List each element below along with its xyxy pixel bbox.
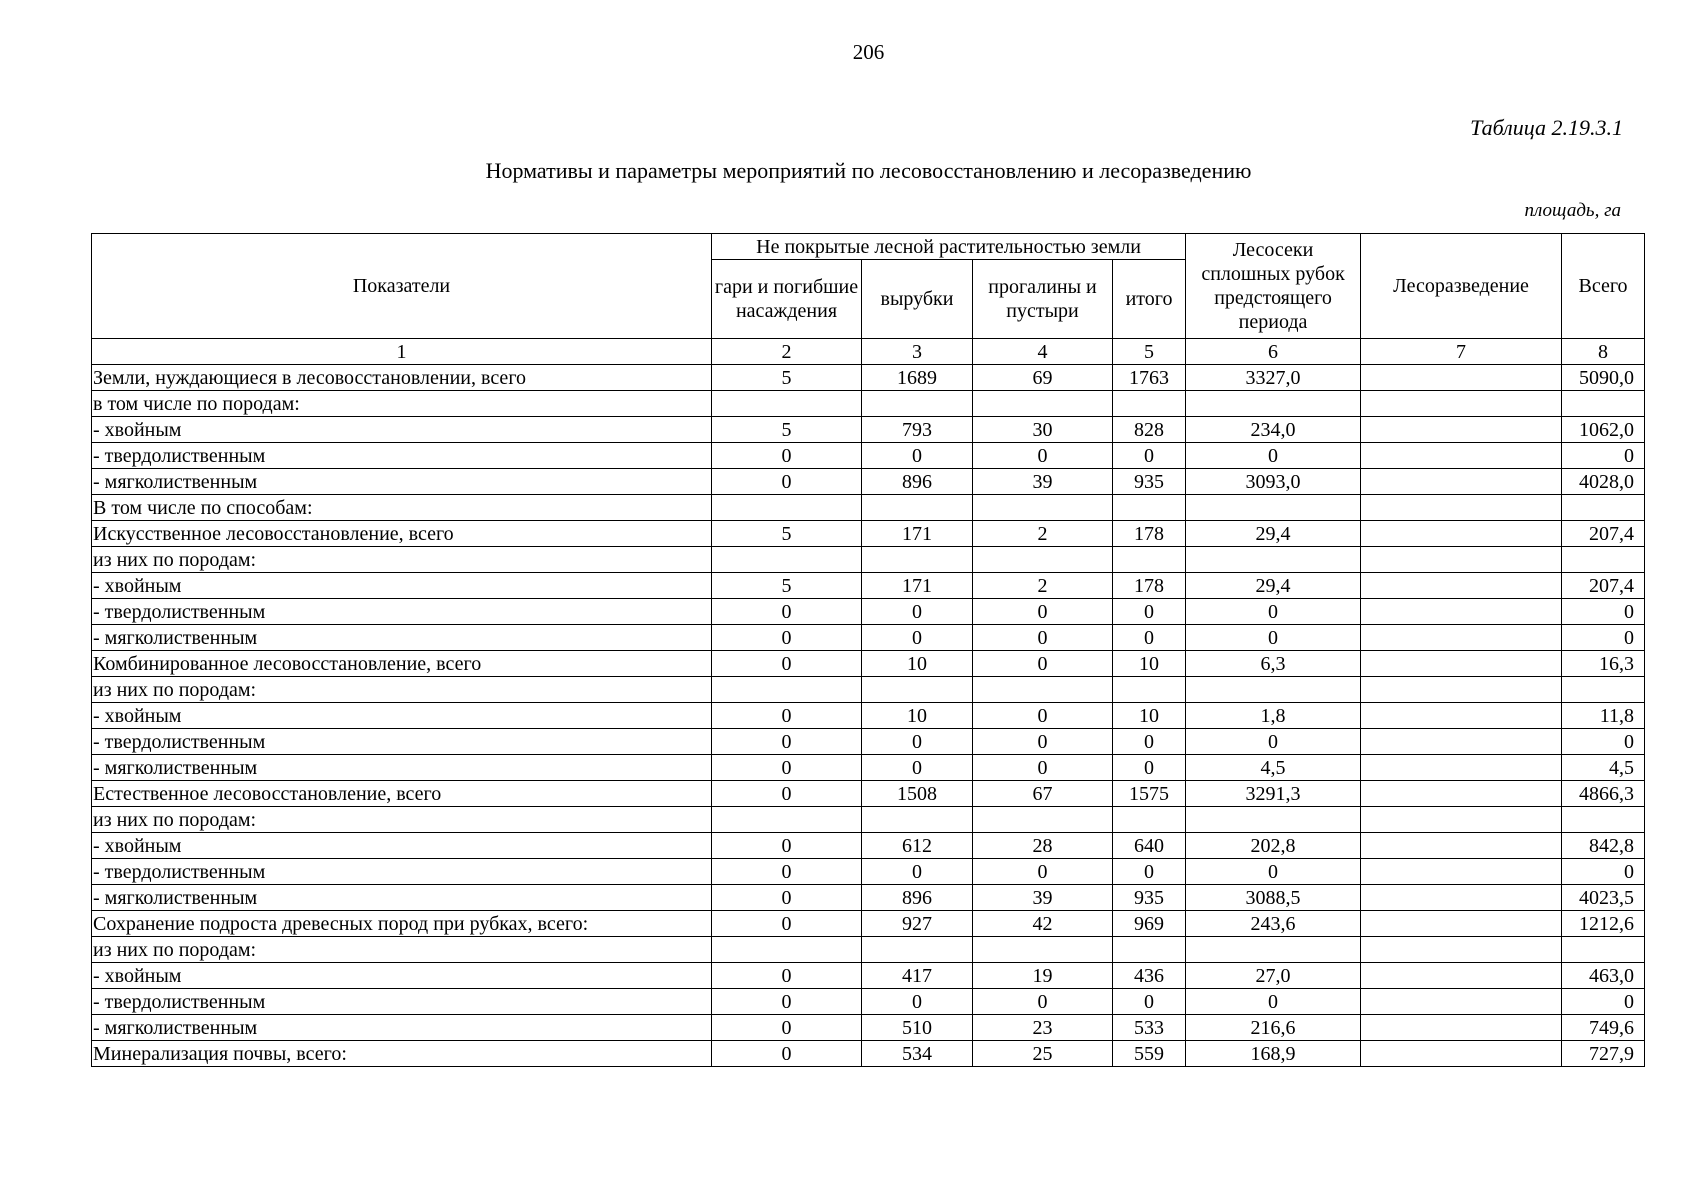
cell-clearcuts: 0 — [862, 599, 973, 625]
cell-total: 0 — [1562, 599, 1645, 625]
row-label: в том числе по породам: — [92, 391, 712, 417]
cell-total: 4023,5 — [1562, 885, 1645, 911]
cell-afforestation — [1361, 963, 1562, 989]
cell-clearcuts: 896 — [862, 885, 973, 911]
cell-clearcuts: 1689 — [862, 365, 973, 391]
cell-subtotal: 1575 — [1113, 781, 1186, 807]
cell-burns: 0 — [712, 469, 862, 495]
cell-total: 727,9 — [1562, 1041, 1645, 1067]
cell-total: 4,5 — [1562, 755, 1645, 781]
table-row — [92, 989, 1645, 1015]
cell-afforestation — [1361, 911, 1562, 937]
cell-felling-areas — [1186, 391, 1361, 417]
table-row — [92, 963, 1645, 989]
cell-clearcuts: 793 — [862, 417, 973, 443]
header-subtotal: итого — [1113, 260, 1186, 339]
table-row — [92, 417, 1645, 443]
row-label: - хвойным — [92, 833, 712, 859]
cell-afforestation — [1361, 573, 1562, 599]
cell-burns: 0 — [712, 1041, 862, 1067]
cell-subtotal: 935 — [1113, 469, 1186, 495]
row-label: Минерализация почвы, всего: — [92, 1041, 712, 1067]
cell-burns: 0 — [712, 443, 862, 469]
header-felling-areas: Лесосеки сплошных рубок предстоящего периода — [1186, 234, 1361, 339]
cell-total: 0 — [1562, 729, 1645, 755]
row-label: - хвойным — [92, 573, 712, 599]
cell-subtotal: 935 — [1113, 885, 1186, 911]
cell-afforestation — [1361, 547, 1562, 573]
cell-felling-areas: 234,0 — [1186, 417, 1361, 443]
cell-felling-areas: 0 — [1186, 443, 1361, 469]
cell-burns — [712, 495, 862, 521]
cell-subtotal — [1113, 391, 1186, 417]
cell-felling-areas: 3088,5 — [1186, 885, 1361, 911]
cell-afforestation — [1361, 885, 1562, 911]
cell-clearcuts — [862, 391, 973, 417]
cell-burns: 0 — [712, 963, 862, 989]
cell-felling-areas: 6,3 — [1186, 651, 1361, 677]
table-row — [92, 1015, 1645, 1041]
row-label: - мягколиственным — [92, 755, 712, 781]
cell-felling-areas: 0 — [1186, 729, 1361, 755]
cell-total: 4866,3 — [1562, 781, 1645, 807]
header-total: Всего — [1562, 234, 1645, 339]
cell-total — [1562, 807, 1645, 833]
cell-afforestation — [1361, 677, 1562, 703]
cell-burns — [712, 547, 862, 573]
cell-burns: 5 — [712, 417, 862, 443]
cell-burns — [712, 677, 862, 703]
cell-afforestation — [1361, 703, 1562, 729]
cell-burns: 0 — [712, 729, 862, 755]
cell-subtotal — [1113, 547, 1186, 573]
cell-glades: 0 — [973, 703, 1113, 729]
row-label: - твердолиственным — [92, 443, 712, 469]
row-label: - мягколиственным — [92, 885, 712, 911]
cell-subtotal: 0 — [1113, 859, 1186, 885]
row-label: Комбинированное лесовосстановление, всего — [92, 651, 712, 677]
column-number: 3 — [862, 339, 973, 365]
table-row — [92, 599, 1645, 625]
cell-subtotal: 10 — [1113, 703, 1186, 729]
cell-felling-areas — [1186, 495, 1361, 521]
row-label: из них по породам: — [92, 547, 712, 573]
cell-afforestation — [1361, 365, 1562, 391]
cell-clearcuts — [862, 937, 973, 963]
table-row — [92, 911, 1645, 937]
cell-subtotal: 0 — [1113, 755, 1186, 781]
cell-afforestation — [1361, 443, 1562, 469]
cell-total: 463,0 — [1562, 963, 1645, 989]
cell-clearcuts — [862, 807, 973, 833]
cell-glades — [973, 677, 1113, 703]
row-label: - хвойным — [92, 417, 712, 443]
cell-total: 0 — [1562, 443, 1645, 469]
cell-glades: 0 — [973, 599, 1113, 625]
cell-afforestation — [1361, 1015, 1562, 1041]
cell-afforestation — [1361, 495, 1562, 521]
cell-clearcuts: 534 — [862, 1041, 973, 1067]
cell-total: 207,4 — [1562, 573, 1645, 599]
table-row — [92, 443, 1645, 469]
header-afforestation: Лесоразведение — [1361, 234, 1562, 339]
cell-afforestation — [1361, 755, 1562, 781]
cell-felling-areas: 202,8 — [1186, 833, 1361, 859]
cell-clearcuts — [862, 547, 973, 573]
cell-subtotal: 178 — [1113, 573, 1186, 599]
table-number: Таблица 2.19.3.1 — [1470, 115, 1623, 140]
table-row — [92, 937, 1645, 963]
column-number: 5 — [1113, 339, 1186, 365]
table-row — [92, 365, 1645, 391]
header-indicators: Показатели — [92, 234, 712, 339]
cell-total: 0 — [1562, 625, 1645, 651]
row-label: В том числе по способам: — [92, 495, 712, 521]
cell-subtotal: 1763 — [1113, 365, 1186, 391]
cell-clearcuts — [862, 677, 973, 703]
cell-clearcuts: 1508 — [862, 781, 973, 807]
cell-afforestation — [1361, 391, 1562, 417]
row-label: - мягколиственным — [92, 1015, 712, 1041]
cell-glades — [973, 937, 1113, 963]
cell-total: 749,6 — [1562, 1015, 1645, 1041]
table-row — [92, 833, 1645, 859]
cell-afforestation — [1361, 469, 1562, 495]
row-label: - твердолиственным — [92, 599, 712, 625]
table-header — [92, 234, 1645, 339]
cell-glades — [973, 391, 1113, 417]
cell-subtotal: 0 — [1113, 443, 1186, 469]
cell-total: 0 — [1562, 989, 1645, 1015]
cell-subtotal: 0 — [1113, 625, 1186, 651]
cell-afforestation — [1361, 807, 1562, 833]
cell-total: 11,8 — [1562, 703, 1645, 729]
cell-burns: 0 — [712, 625, 862, 651]
row-label: из них по породам: — [92, 937, 712, 963]
table-row — [92, 859, 1645, 885]
cell-afforestation — [1361, 729, 1562, 755]
table-row — [92, 1041, 1645, 1067]
cell-subtotal: 969 — [1113, 911, 1186, 937]
cell-burns: 0 — [712, 781, 862, 807]
cell-felling-areas: 0 — [1186, 599, 1361, 625]
cell-subtotal: 640 — [1113, 833, 1186, 859]
cell-glades — [973, 547, 1113, 573]
cell-total — [1562, 677, 1645, 703]
cell-glades: 0 — [973, 625, 1113, 651]
row-label: - мягколиственным — [92, 625, 712, 651]
cell-total: 5090,0 — [1562, 365, 1645, 391]
cell-burns: 5 — [712, 521, 862, 547]
table-row — [92, 573, 1645, 599]
table-row — [92, 729, 1645, 755]
cell-glades: 0 — [973, 443, 1113, 469]
cell-subtotal — [1113, 937, 1186, 963]
cell-felling-areas — [1186, 937, 1361, 963]
row-label: - твердолиственным — [92, 859, 712, 885]
table-row — [92, 495, 1645, 521]
cell-burns: 0 — [712, 859, 862, 885]
row-label: - хвойным — [92, 703, 712, 729]
cell-glades: 0 — [973, 989, 1113, 1015]
cell-clearcuts: 896 — [862, 469, 973, 495]
cell-glades: 2 — [973, 573, 1113, 599]
table-row — [92, 469, 1645, 495]
cell-felling-areas: 29,4 — [1186, 573, 1361, 599]
cell-subtotal: 178 — [1113, 521, 1186, 547]
table-body — [92, 339, 1645, 1067]
cell-clearcuts: 10 — [862, 651, 973, 677]
cell-clearcuts: 417 — [862, 963, 973, 989]
cell-clearcuts: 0 — [862, 859, 973, 885]
cell-afforestation — [1361, 625, 1562, 651]
cell-subtotal: 0 — [1113, 989, 1186, 1015]
cell-burns: 0 — [712, 885, 862, 911]
cell-subtotal — [1113, 677, 1186, 703]
table-title: Нормативы и параметры мероприятий по лесовосстановлению и лесоразведению — [485, 158, 1252, 183]
cell-afforestation — [1361, 599, 1562, 625]
column-number: 8 — [1562, 339, 1645, 365]
table-row — [92, 521, 1645, 547]
cell-afforestation — [1361, 1041, 1562, 1067]
cell-burns: 0 — [712, 651, 862, 677]
cell-total: 4028,0 — [1562, 469, 1645, 495]
row-label: Земли, нуждающиеся в лесовосстановлении, всего — [92, 365, 712, 391]
cell-clearcuts: 927 — [862, 911, 973, 937]
cell-felling-areas — [1186, 547, 1361, 573]
cell-glades: 0 — [973, 651, 1113, 677]
cell-felling-areas: 4,5 — [1186, 755, 1361, 781]
cell-burns — [712, 937, 862, 963]
cell-felling-areas: 0 — [1186, 625, 1361, 651]
cell-subtotal: 533 — [1113, 1015, 1186, 1041]
cell-afforestation — [1361, 937, 1562, 963]
cell-total: 207,4 — [1562, 521, 1645, 547]
cell-total: 0 — [1562, 859, 1645, 885]
table-row — [92, 625, 1645, 651]
cell-burns: 0 — [712, 989, 862, 1015]
table-row — [92, 755, 1645, 781]
cell-total — [1562, 937, 1645, 963]
cell-total — [1562, 547, 1645, 573]
header-burns: гари и погибшие насаждения — [712, 260, 862, 339]
cell-felling-areas: 0 — [1186, 859, 1361, 885]
data-table — [91, 233, 1645, 1067]
cell-clearcuts: 10 — [862, 703, 973, 729]
cell-glades: 39 — [973, 469, 1113, 495]
cell-afforestation — [1361, 781, 1562, 807]
table-row — [92, 885, 1645, 911]
cell-felling-areas — [1186, 807, 1361, 833]
cell-burns: 5 — [712, 365, 862, 391]
table-row — [92, 651, 1645, 677]
units-label: площадь, га — [1524, 200, 1621, 221]
cell-glades: 30 — [973, 417, 1113, 443]
row-label: Естественное лесовосстановление, всего — [92, 781, 712, 807]
cell-burns: 0 — [712, 1015, 862, 1041]
cell-total — [1562, 391, 1645, 417]
table-row — [92, 807, 1645, 833]
cell-glades: 19 — [973, 963, 1113, 989]
cell-glades: 28 — [973, 833, 1113, 859]
cell-glades: 42 — [973, 911, 1113, 937]
table-row — [92, 547, 1645, 573]
cell-clearcuts: 171 — [862, 573, 973, 599]
cell-glades: 2 — [973, 521, 1113, 547]
cell-clearcuts: 0 — [862, 625, 973, 651]
cell-burns: 5 — [712, 573, 862, 599]
cell-felling-areas: 27,0 — [1186, 963, 1361, 989]
page-number: 206 — [852, 40, 885, 64]
cell-glades: 23 — [973, 1015, 1113, 1041]
row-label: из них по породам: — [92, 677, 712, 703]
cell-afforestation — [1361, 989, 1562, 1015]
cell-felling-areas: 3327,0 — [1186, 365, 1361, 391]
cell-felling-areas — [1186, 677, 1361, 703]
cell-clearcuts: 0 — [862, 443, 973, 469]
cell-total — [1562, 495, 1645, 521]
column-number: 4 — [973, 339, 1113, 365]
cell-clearcuts: 612 — [862, 833, 973, 859]
cell-total: 1062,0 — [1562, 417, 1645, 443]
row-label: - твердолиственным — [92, 989, 712, 1015]
column-number: 6 — [1186, 339, 1361, 365]
table-row — [92, 677, 1645, 703]
cell-total: 16,3 — [1562, 651, 1645, 677]
cell-subtotal: 559 — [1113, 1041, 1186, 1067]
row-label: Сохранение подроста древесных пород при рубках, всего: — [92, 911, 712, 937]
cell-subtotal: 828 — [1113, 417, 1186, 443]
row-label: Искусственное лесовосстановление, всего — [92, 521, 712, 547]
cell-felling-areas: 1,8 — [1186, 703, 1361, 729]
table-row — [92, 391, 1645, 417]
cell-glades — [973, 807, 1113, 833]
cell-afforestation — [1361, 833, 1562, 859]
cell-glades: 0 — [973, 729, 1113, 755]
cell-clearcuts: 0 — [862, 755, 973, 781]
header-clearcuts: вырубки — [862, 260, 973, 339]
cell-subtotal: 0 — [1113, 729, 1186, 755]
table-row — [92, 703, 1645, 729]
cell-glades: 67 — [973, 781, 1113, 807]
cell-burns: 0 — [712, 833, 862, 859]
cell-afforestation — [1361, 417, 1562, 443]
cell-afforestation — [1361, 521, 1562, 547]
cell-felling-areas: 243,6 — [1186, 911, 1361, 937]
cell-burns: 0 — [712, 755, 862, 781]
table-row — [92, 781, 1645, 807]
cell-subtotal: 0 — [1113, 599, 1186, 625]
cell-felling-areas: 3093,0 — [1186, 469, 1361, 495]
cell-felling-areas: 29,4 — [1186, 521, 1361, 547]
cell-burns: 0 — [712, 703, 862, 729]
column-number: 7 — [1361, 339, 1562, 365]
cell-clearcuts: 171 — [862, 521, 973, 547]
column-number: 1 — [92, 339, 712, 365]
cell-afforestation — [1361, 859, 1562, 885]
row-label: - твердолиственным — [92, 729, 712, 755]
row-label: - мягколиственным — [92, 469, 712, 495]
cell-burns — [712, 391, 862, 417]
cell-burns: 0 — [712, 599, 862, 625]
cell-glades: 25 — [973, 1041, 1113, 1067]
cell-clearcuts — [862, 495, 973, 521]
cell-felling-areas: 216,6 — [1186, 1015, 1361, 1041]
cell-glades: 39 — [973, 885, 1113, 911]
cell-felling-areas: 168,9 — [1186, 1041, 1361, 1067]
cell-glades — [973, 495, 1113, 521]
row-label: - хвойным — [92, 963, 712, 989]
cell-burns: 0 — [712, 911, 862, 937]
column-number-row — [92, 339, 1645, 365]
row-label: из них по породам: — [92, 807, 712, 833]
cell-felling-areas: 0 — [1186, 989, 1361, 1015]
cell-subtotal: 436 — [1113, 963, 1186, 989]
cell-subtotal — [1113, 807, 1186, 833]
cell-afforestation — [1361, 651, 1562, 677]
cell-total: 842,8 — [1562, 833, 1645, 859]
cell-glades: 69 — [973, 365, 1113, 391]
cell-clearcuts: 510 — [862, 1015, 973, 1041]
cell-total: 1212,6 — [1562, 911, 1645, 937]
cell-burns — [712, 807, 862, 833]
cell-subtotal: 10 — [1113, 651, 1186, 677]
header-glades: прогалины и пустыри — [973, 260, 1113, 339]
cell-clearcuts: 0 — [862, 989, 973, 1015]
cell-glades: 0 — [973, 755, 1113, 781]
cell-clearcuts: 0 — [862, 729, 973, 755]
cell-felling-areas: 3291,3 — [1186, 781, 1361, 807]
cell-subtotal — [1113, 495, 1186, 521]
cell-glades: 0 — [973, 859, 1113, 885]
header-group-non-forest-lands: Не покрытые лесной растительностью земли — [712, 234, 1186, 260]
column-number: 2 — [712, 339, 862, 365]
